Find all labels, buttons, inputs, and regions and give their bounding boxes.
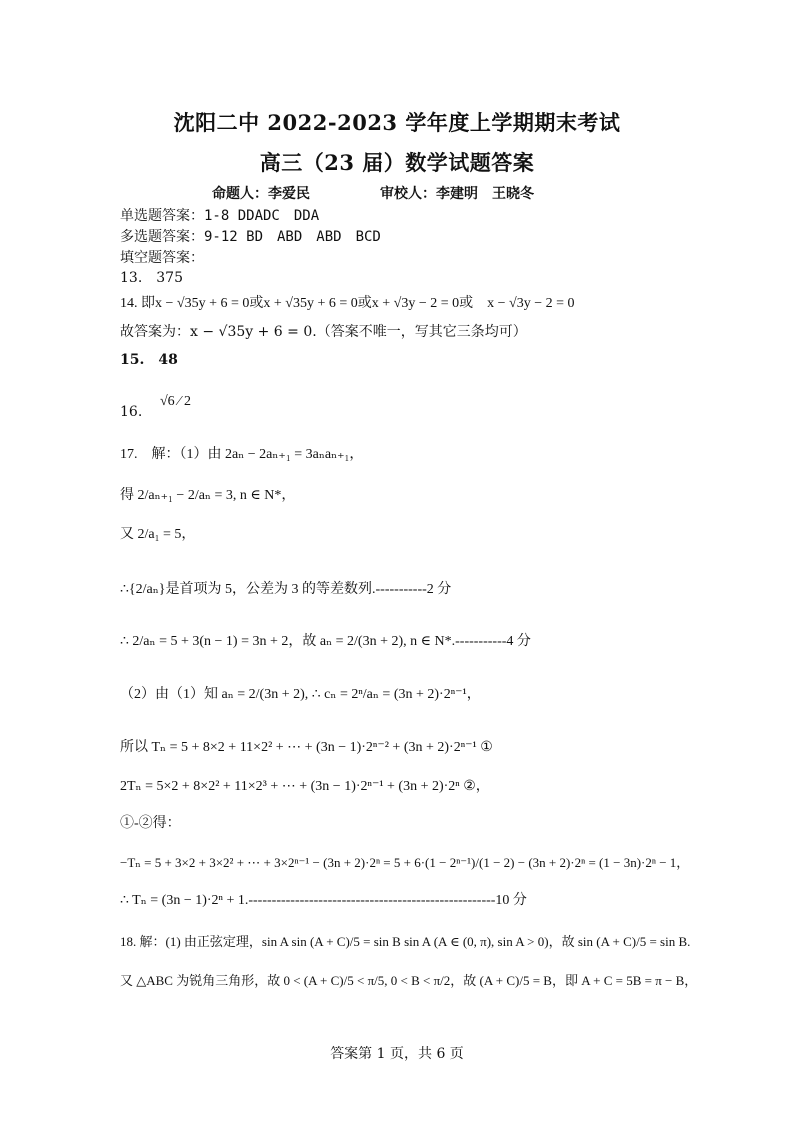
q17-line-7: 所以 Tₙ = 5 + 8×2 + 11×2² + ⋯ + (3n − 1)·2ⁿ⁻² + (3n + 2)·2ⁿ⁻¹ ① <box>120 740 493 755</box>
q17-line-2: 得 2/aₙ₊₁ − 2/aₙ = 3, n ∈ N*， <box>120 488 296 503</box>
q18-line-1: 18. 解：(1) 由正弦定理，sin A sin (A + C)/5 = sin B sin A (A ∈ (0, π), sin A > 0)，故 sin (A + C)/5 = sin B. <box>120 934 691 949</box>
q15-answer: 15. 48 <box>120 352 178 368</box>
q14-note: 故答案为：x − √35y + 6 = 0.（答案不唯一，写其它三条均可） <box>120 324 527 340</box>
page-subtitle: 高三（23 届）数学试题答案 <box>259 150 535 175</box>
q18-line-2: 又 △ABC 为锐角三角形，故 0 < (A + C)/5 < π/5, 0 < B < π/2，故 (A + C)/5 = B，即 A + C = 5B = π − B， <box>120 973 698 988</box>
q17-line-10: −Tₙ = 5 + 3×2 + 3×2² + ⋯ + 3×2ⁿ⁻¹ − (3n + 2)·2ⁿ = 5 + 6·(1 − 2ⁿ⁻¹)/(1 − 2) − (3n + 2)·2ⁿ = (1 − 3n)·2ⁿ − 1， <box>120 855 690 870</box>
q17-line-11: ∴ Tₙ = (3n − 1)·2ⁿ + 1.-----------------------------------------------------10 分 <box>120 893 527 908</box>
q13-answer: 13. 375 <box>120 270 183 286</box>
q17-line-8: 2Tₙ = 5×2 + 8×2² + 11×2³ + ⋯ + (3n − 1)·2ⁿ⁻¹ + (3n + 2)·2ⁿ ②， <box>120 779 490 794</box>
multi-choice-answers: 多选题答案：9-12 BD ABD ABD BCD <box>120 229 381 245</box>
page-title: 沈阳二中 2022-2023 学年度上学期期末考试 <box>173 110 621 135</box>
single-choice-answers: 单选题答案：1-8 DDADC DDA <box>120 208 320 224</box>
page-footer: 答案第 1 页，共 6 页 <box>330 1046 464 1062</box>
fill-blank-label: 填空题答案： <box>120 250 204 266</box>
q17-line-5: ∴ 2/aₙ = 5 + 3(n − 1) = 3n + 2，故 aₙ = 2/(3n + 2), n ∈ N*.-----------4 分 <box>120 634 531 649</box>
q17-line-9: ①-②得： <box>120 816 181 831</box>
q17-line-3: 又 2/a₁ = 5， <box>120 527 196 542</box>
q14-answer: 14. 即x − √35y + 6 = 0或x + √35y + 6 = 0或x + √3y − 2 = 0或 x − √3y − 2 = 0 <box>120 296 575 311</box>
q17-line-4: ∴{2/aₙ}是首项为 5，公差为 3 的等差数列.-----------2 分 <box>120 582 452 597</box>
q16-value: √6 ⁄ 2 <box>160 394 192 409</box>
q17-line-6: （2）由（1）知 aₙ = 2/(3n + 2), ∴ cₙ = 2ⁿ/aₙ = (3n + 2)·2ⁿ⁻¹， <box>120 687 481 702</box>
q17-line-1: 17. 解：（1）由 2aₙ − 2aₙ₊₁ = 3aₙaₙ₊₁， <box>120 447 364 462</box>
authors-line: 命题人：李爱民 审校人：李建明 王晓冬 <box>212 186 534 202</box>
q16-label: 16. <box>120 404 143 420</box>
